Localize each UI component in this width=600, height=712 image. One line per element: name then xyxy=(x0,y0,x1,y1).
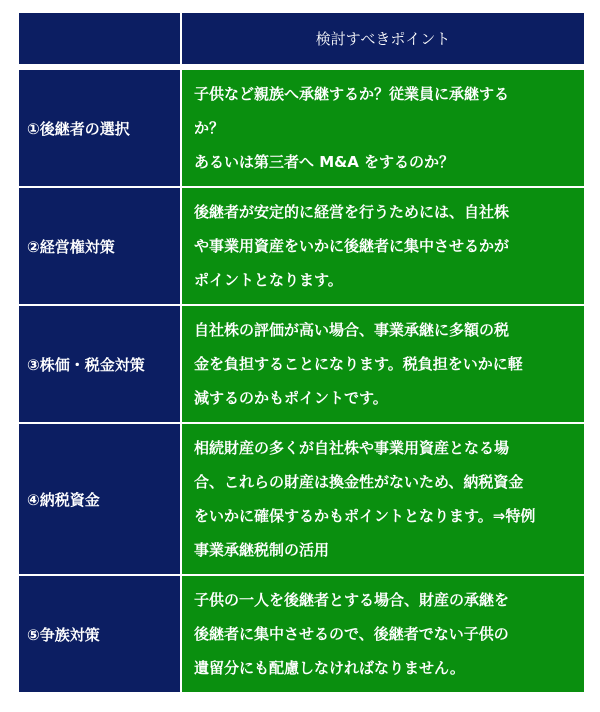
row-label: ④納税資金 xyxy=(19,424,182,576)
content-line: 後継者に集中させるので、後継者でない子供の xyxy=(194,625,509,643)
table-row xyxy=(19,424,584,576)
content-line: 相続財産の多くが自社株や事業用資産となる場 xyxy=(194,439,510,457)
row-content xyxy=(182,424,584,576)
row-label: ⑤争族対策 xyxy=(19,576,182,694)
content-line: 減するのかもポイントです。 xyxy=(194,389,388,407)
content-line: や事業用資産をいかに後継者に集中させるかが xyxy=(194,237,510,255)
table-row xyxy=(19,576,584,694)
content-line: 自社株の評価が高い場合、事業承継に多額の税 xyxy=(194,321,510,339)
content-line: 金を負担することになります。税負担をいかに軽 xyxy=(194,355,523,373)
content-line: 子供の一人を後継者とする場合、財産の承継を xyxy=(194,591,510,609)
content-line: 事業承継税制の活用 xyxy=(194,541,330,559)
row-label: ①後継者の選択 xyxy=(19,70,182,188)
content-line: をいかに確保するかもポイントとなります。⇒特例 xyxy=(194,507,536,525)
content-line: ポイントとなります。 xyxy=(194,271,343,289)
header-row xyxy=(19,13,584,66)
header-title: 検討すべきポイント xyxy=(182,13,584,66)
points-table xyxy=(19,13,584,694)
table-row xyxy=(19,306,584,424)
row-content xyxy=(182,576,584,694)
content-line: 合、これらの財産は換金性がないため、納税資金 xyxy=(194,473,524,491)
row-content xyxy=(182,70,584,188)
table-row xyxy=(19,188,584,306)
row-content xyxy=(182,188,584,306)
content-line: あるいは第三者へ M&A をするのか？ xyxy=(194,153,455,171)
content-line: か？ xyxy=(194,119,225,137)
row-label: ③株価・税金対策 xyxy=(19,306,182,424)
header-blank-cell xyxy=(19,13,182,66)
content-line: 遺留分にも配慮しなければなりません。 xyxy=(194,659,465,677)
content-line: 後継者が安定的に経営を行うためには、自社株 xyxy=(194,203,510,221)
row-content xyxy=(182,306,584,424)
content-line: 子供など親族へ承継するか？従業員に承継する xyxy=(194,85,510,103)
row-label: ②経営権対策 xyxy=(19,188,182,306)
table-row xyxy=(19,70,584,188)
